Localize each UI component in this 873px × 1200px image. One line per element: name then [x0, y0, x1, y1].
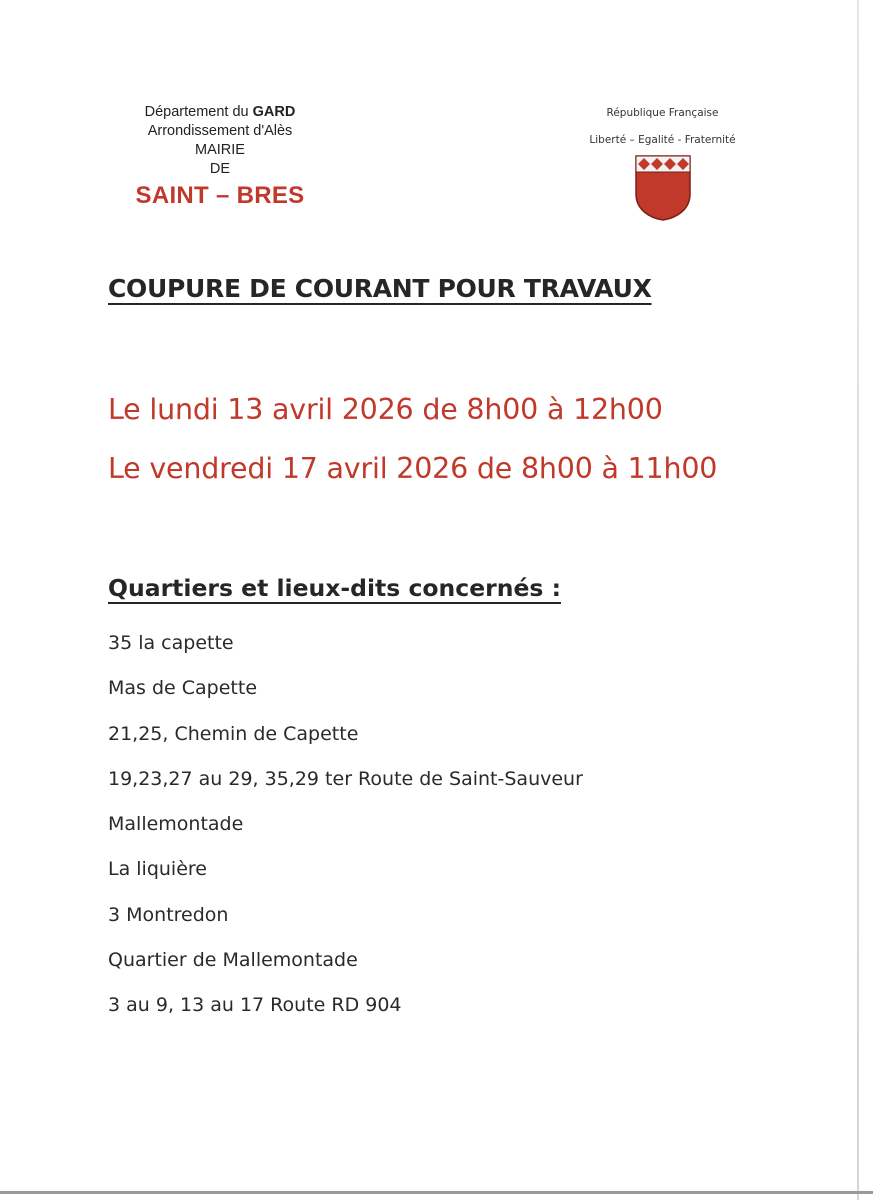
list-item: Mas de Capette	[108, 677, 258, 700]
republic-header	[580, 107, 745, 222]
section-heading: Quartiers et lieux-dits concernés :	[108, 574, 561, 602]
coat-of-arms-icon	[634, 154, 692, 222]
list-item: 35 la capette	[108, 632, 234, 654]
town-name: SAINT – BRES	[135, 182, 305, 209]
outage-date-2: Le vendredi 17 avril 2026 de 8h00 à 11h00	[108, 452, 718, 485]
list-item: 3 au 9, 13 au 17 Route RD 904	[108, 994, 402, 1017]
department-line	[110, 103, 330, 122]
page-title: COUPURE DE COURANT POUR TRAVAUX	[108, 274, 652, 303]
mairie-label: MAIRIE	[195, 142, 245, 158]
list-item: 19,23,27 au 29, 35,29 ter Route de Saint-Sauveur	[108, 767, 583, 790]
list-item: 3 Montredon	[108, 903, 229, 926]
republic-motto: Liberté – Egalité - Fraternité	[589, 134, 736, 146]
department-prefix: Département du	[144, 104, 253, 120]
outage-date-1: Le lundi 13 avril 2026 de 8h00 à 12h00	[108, 393, 663, 426]
list-item: La liquière	[108, 858, 207, 881]
mairie-header	[110, 103, 330, 209]
list-item: Mallemontade	[108, 813, 244, 836]
list-item: Quartier de Mallemontade	[108, 949, 358, 972]
list-item: 21,25, Chemin de Capette	[108, 722, 359, 745]
de-label: DE	[209, 161, 231, 177]
department-name: GARD	[252, 104, 296, 120]
arrondissement: Arrondissement d'Alès	[147, 123, 293, 139]
page-bottom-edge	[0, 1191, 873, 1194]
page-edge	[857, 0, 859, 1200]
republic-label: République Française	[606, 107, 719, 119]
places-list	[108, 630, 583, 1038]
